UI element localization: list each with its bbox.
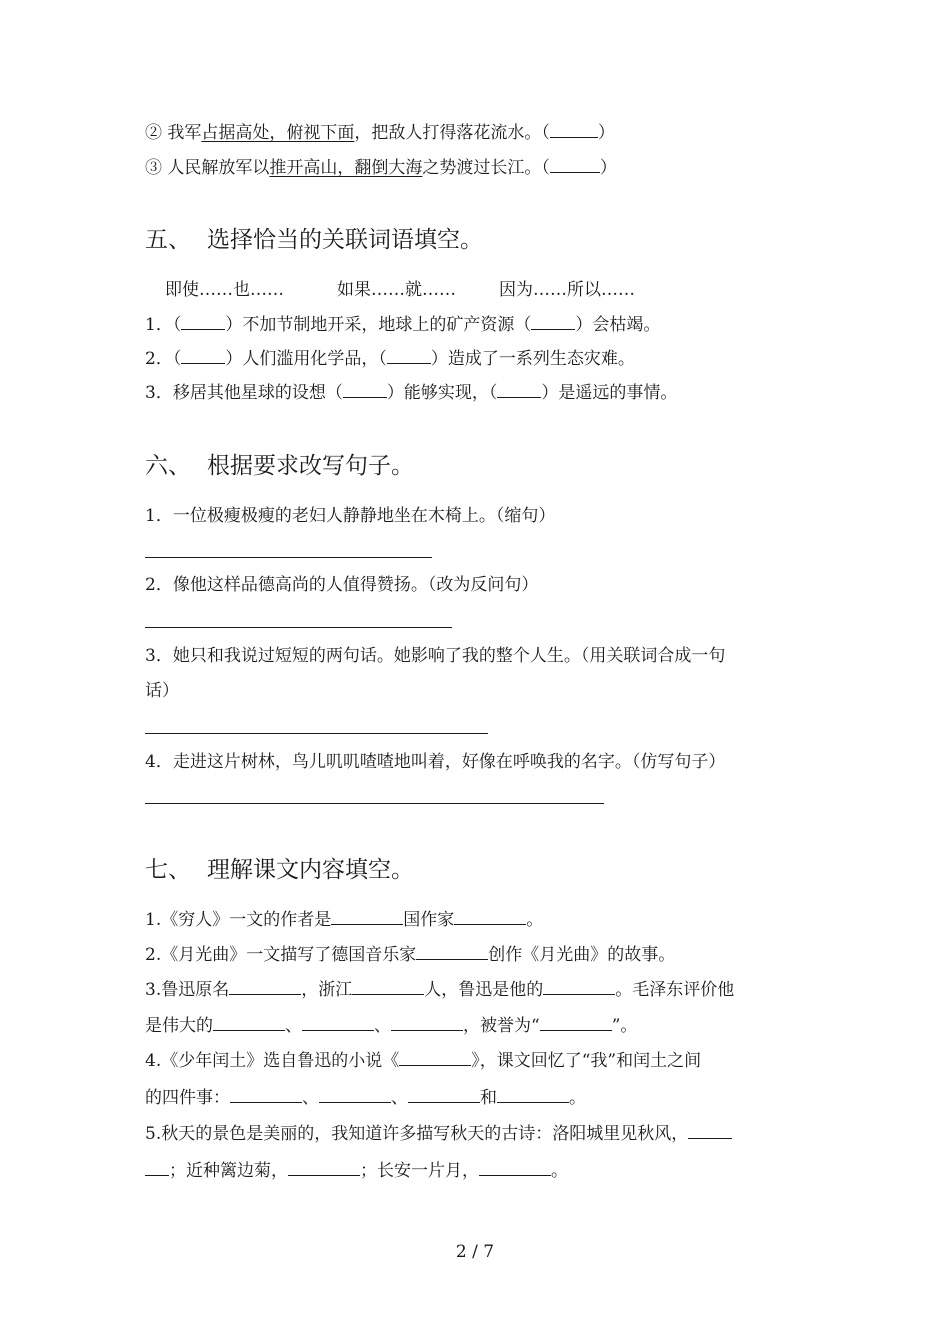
answer-blank[interactable]	[387, 348, 431, 364]
answer-blank[interactable]	[550, 122, 598, 138]
sec6-q2: 2．像他这样品德高尚的人值得赞扬。（改为反问句）	[145, 575, 539, 595]
answer-blank[interactable]	[550, 157, 600, 173]
answer-blank[interactable]	[391, 1015, 463, 1031]
sec7-q5-line2: ；近种篱边菊， ；长安一片月， 。	[145, 1160, 568, 1182]
answer-blank[interactable]	[213, 1015, 285, 1031]
answer-blank[interactable]	[399, 1050, 471, 1066]
answer-blank[interactable]	[181, 348, 225, 364]
option-1: 即使……也……	[165, 280, 284, 300]
sec7-q5-line1: 5.秋天的景色是美丽的，我知道许多描写秋天的古诗：洛阳城里见秋风，	[145, 1123, 732, 1145]
answer-blank[interactable]	[479, 1160, 551, 1176]
page-number: 2 / 7	[455, 1242, 495, 1262]
option-3: 因为……所以……	[499, 280, 635, 300]
sec5-q2: 2．（ ）人们滥用化学品，（ ）造成了一系列生态灾难。	[145, 349, 635, 369]
answer-blank[interactable]	[288, 1160, 360, 1176]
sec6-q4: 4．走进这片树林，鸟儿叽叽喳喳地叫着，好像在呼唤我的名字。（仿写句子）	[145, 752, 726, 772]
sec6-q1: 1．一位极瘦极瘦的老妇人静静地坐在木椅上。（缩句）	[145, 506, 556, 526]
answer-blank[interactable]	[543, 979, 615, 995]
answer-line[interactable]	[145, 627, 452, 628]
section-5-heading: 五、 选择恰当的关联词语填空。	[145, 227, 483, 253]
sec6-q3-line1: 3．她只和我说过短短的两句话。她影响了我的整个人生。（用关联词合成一句	[145, 646, 726, 666]
sec6-q3-line2: 话）	[145, 681, 179, 701]
sec7-q3-line1: 3.鲁迅原名 ，浙江 人，鲁迅是他的 。毛泽东评价他	[145, 980, 735, 1000]
sec7-q3-line2: 是伟大的 、 、 ，被誉为“ ”。	[145, 1016, 638, 1036]
answer-blank[interactable]	[497, 382, 541, 398]
conjunction-options	[165, 279, 635, 301]
underlined-phrase: 推开高山，翻倒大海	[269, 158, 423, 178]
answer-blank[interactable]	[540, 1015, 612, 1031]
sec5-q3: 3．移居其他星球的设想（ ）能够实现，（ ）是遥远的事情。	[145, 383, 678, 403]
answer-line[interactable]	[145, 733, 488, 734]
answer-blank[interactable]	[181, 314, 225, 330]
sec5-q1: 1．（ ）不加节制地开采，地球上的矿产资源（ ）会枯竭。	[145, 315, 661, 335]
answer-blank[interactable]	[229, 979, 301, 995]
answer-line[interactable]	[145, 557, 432, 558]
answer-blank[interactable]	[497, 1087, 569, 1103]
sec4-item3: ③ 人民解放军以推开高山，翻倒大海之势渡过长江。（ ）	[145, 158, 617, 178]
sec7-q4-line2: 的四件事： 、 、 和 。	[145, 1088, 586, 1108]
underlined-phrase: 占据高处，俯视下面	[201, 123, 355, 143]
sec7-q1: 1.《穷人》一文的作者是 国作家 。	[145, 910, 544, 930]
answer-blank[interactable]	[408, 1087, 480, 1103]
answer-blank[interactable]	[688, 1123, 732, 1139]
option-2: 如果……就……	[337, 280, 456, 300]
answer-blank[interactable]	[531, 314, 575, 330]
sec4-item2: ② 我军占据高处，俯视下面，把敌人打得落花流水。（ ）	[145, 123, 615, 143]
answer-blank[interactable]	[416, 944, 488, 960]
section-7-heading: 七、 理解课文内容填空。	[145, 857, 414, 883]
answer-blank[interactable]	[343, 382, 387, 398]
answer-blank[interactable]	[145, 1160, 169, 1176]
section-6-heading: 六、 根据要求改写句子。	[145, 453, 414, 479]
answer-blank[interactable]	[352, 979, 424, 995]
answer-blank[interactable]	[319, 1087, 391, 1103]
answer-line[interactable]	[145, 803, 604, 804]
answer-blank[interactable]	[331, 909, 403, 925]
sec7-q4-line1: 4.《少年闰土》选自鲁迅的小说《 》，课文回忆了“我”和闰土之间	[145, 1051, 702, 1071]
sec7-q2: 2.《月光曲》一文描写了德国音乐家 创作《月光曲》的故事。	[145, 945, 676, 965]
answer-blank[interactable]	[454, 909, 526, 925]
answer-blank[interactable]	[230, 1087, 302, 1103]
answer-blank[interactable]	[302, 1015, 374, 1031]
